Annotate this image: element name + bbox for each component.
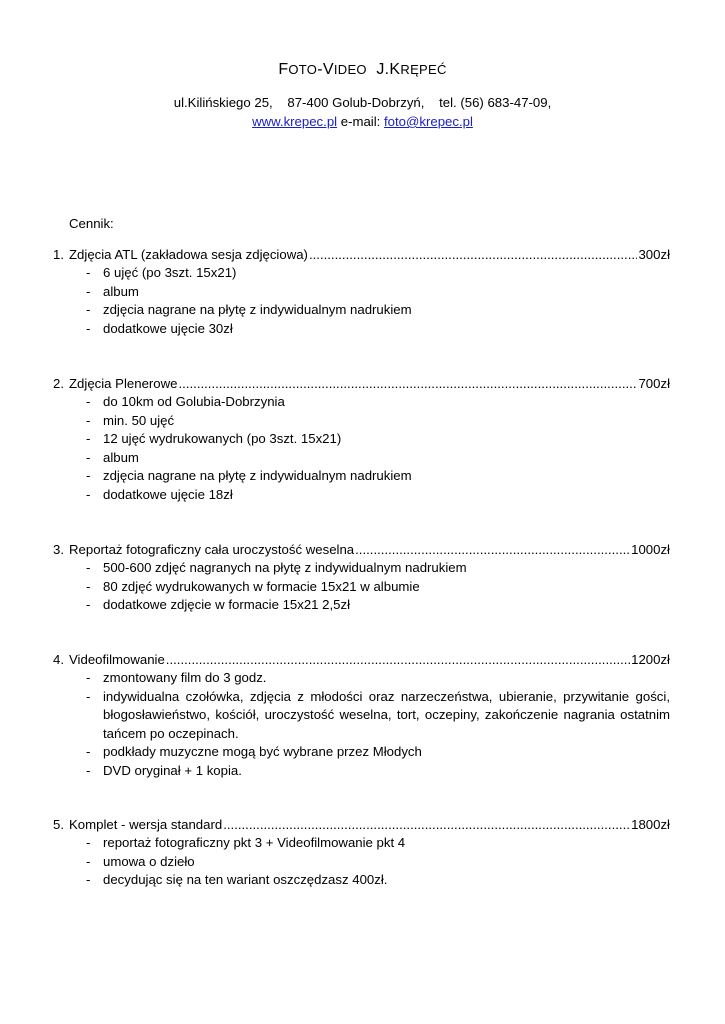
dot-leader [179, 374, 638, 393]
dot-leader [223, 815, 630, 834]
item-price: 700zł [638, 376, 670, 391]
item-price: 300zł [638, 247, 670, 262]
item-price: 1000zł [631, 542, 670, 557]
item-heading [53, 245, 670, 264]
list-item: - 6 ujęć (po 3szt. 15x21) [86, 265, 237, 280]
list-item: - umowa o dzieło [86, 853, 195, 869]
item-details [53, 834, 670, 890]
dot-leader [309, 245, 638, 264]
item-name: Reportaż fotograficzny cała uroczystość weselna [69, 542, 355, 557]
list-item: - podkłady muzyczne mogą być wybrane przez Młodych [86, 744, 422, 759]
item-name: Komplet - wersja standard [69, 817, 223, 832]
title-initial-2: V [322, 61, 334, 78]
list-item: - decydując się na ten wariant oszczędzasz 400zł. [86, 872, 388, 887]
email-link[interactable]: foto@krepec.pl [384, 114, 473, 129]
item-details [53, 669, 670, 780]
dot-leader [166, 650, 630, 669]
title-rest-3: RĘPEĆ [400, 62, 447, 77]
price-item-3 [53, 540, 670, 615]
item-number: 2. [53, 376, 64, 391]
title-dash: - [317, 61, 323, 78]
title-initial-1: F [278, 61, 289, 78]
list-item: - do 10km od Golubia-Dobrzynia [86, 394, 285, 409]
item-details [53, 393, 670, 504]
title-initial-3: J.K [376, 61, 401, 78]
list-item: - dodatkowe zdjęcie w formacie 15x21 2,5zł [86, 597, 351, 612]
item-name: Videofilmowanie [69, 652, 165, 667]
price-item-2 [53, 374, 670, 504]
dot-leader [355, 540, 630, 559]
address-line: ul.Kilińskiego 25, 87-400 Golub-Dobrzyń, tel. (56) 683-47-09, [173, 95, 552, 110]
item-heading [53, 815, 670, 834]
item-price: 1800zł [631, 817, 670, 832]
price-item-1 [53, 245, 670, 338]
list-item: - album [86, 449, 139, 465]
list-item: - 12 ujęć wydrukowanych (po 3szt. 15x21) [86, 431, 342, 446]
list-item: - min. 50 ujęć [86, 412, 175, 428]
price-item-5 [53, 815, 670, 890]
price-item-4 [53, 650, 670, 780]
item-heading [53, 540, 670, 559]
list-item: - 500-600 zdjęć nagranych na płytę z indywidualnym nadrukiem [86, 560, 467, 575]
list-item: - zmontowany film do 3 godz. [86, 670, 267, 685]
title-rest-1: OTO [288, 62, 318, 77]
list-item: - 80 zdjęć wydrukowanych w formacie 15x21 w albumie [86, 578, 420, 594]
item-details [53, 559, 670, 615]
item-number: 5. [53, 817, 64, 832]
item-price: 1200zł [631, 652, 670, 667]
item-number: 1. [53, 247, 64, 262]
list-item: - reportaż fotograficzny pkt 3 + Videofilmowanie pkt 4 [86, 835, 406, 850]
list-item: - dodatkowe ujęcie 30zł [86, 320, 233, 336]
pricelist-label: Cennik: [69, 216, 114, 231]
item-number: 3. [53, 542, 64, 557]
page-title [0, 61, 725, 79]
list-item: - indywidualna czołówka, zdjęcia z młodości oraz narzeczeństwa, ubieranie, przywitanie gości, błogosławieństwo, kościół, uroczystość weselna, tort, oczepiny, zakończenie nagrania ostatnim tańcem po oczepinach. [86, 688, 670, 741]
list-item: - DVD oryginał + 1 kopia. [86, 762, 242, 778]
item-name: Zdjęcia Plenerowe [69, 376, 178, 391]
item-name: Zdjęcia ATL (zakładowa sesja zdjęciowa) [69, 247, 308, 262]
list-item: - zdjęcia nagrane na płytę z indywidualnym nadrukiem [86, 302, 412, 317]
item-number: 4. [53, 652, 64, 667]
title-rest-2: IDEO [333, 62, 367, 77]
list-item: - zdjęcia nagrane na płytę z indywidualnym nadrukiem [86, 468, 412, 483]
list-item: - album [86, 283, 139, 299]
contact-line [0, 114, 725, 129]
item-details [53, 264, 670, 338]
email-label: e-mail: [340, 114, 381, 129]
list-item: - dodatkowe ujęcie 18zł [86, 486, 233, 502]
item-heading [53, 650, 670, 669]
item-heading [53, 374, 670, 393]
website-link[interactable]: www.krepec.pl [252, 114, 338, 129]
